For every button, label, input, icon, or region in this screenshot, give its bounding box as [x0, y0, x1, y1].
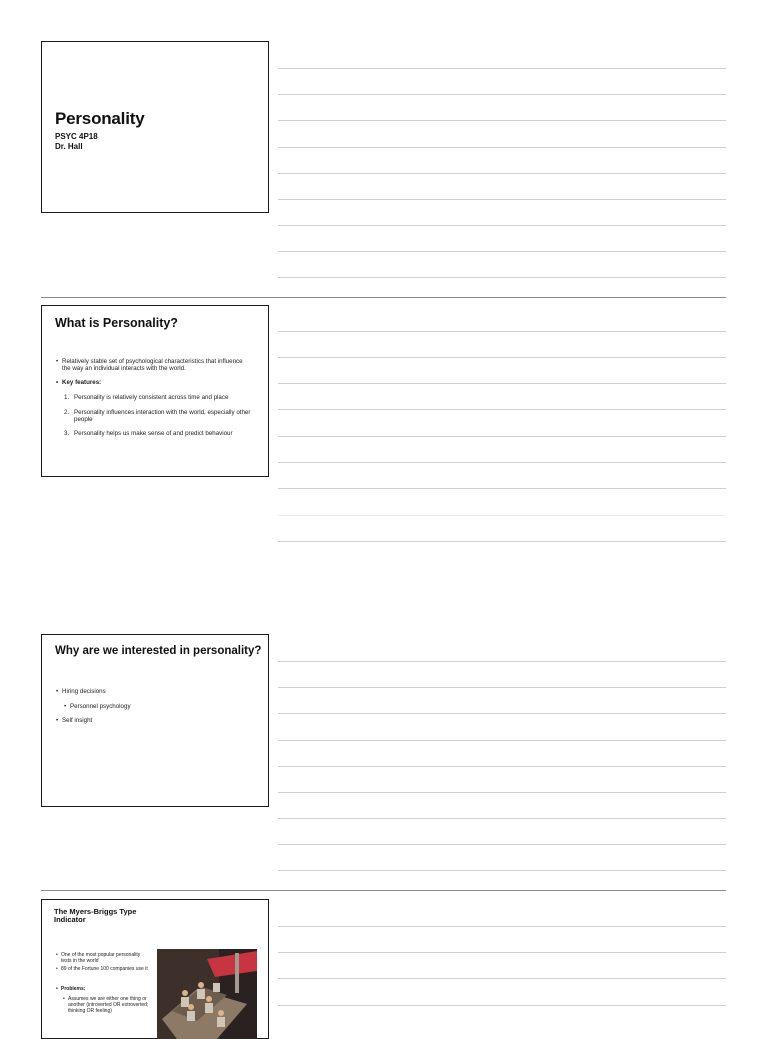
slide-subtitle-course: PSYC 4P18 [55, 132, 98, 141]
illustration-image [157, 949, 257, 1039]
bullet-dot-icon: • [56, 986, 58, 992]
slide-thumbnail-3 [41, 634, 269, 807]
notes-lines-1 [278, 68, 726, 280]
slide-title: Why are we interested in personality? [55, 645, 262, 657]
sub-bullet-item: • Personnel psychology [64, 703, 131, 710]
notes-lines-3 [278, 661, 726, 873]
office-illustration-icon [157, 949, 257, 1039]
bullet-dot-icon: • [63, 996, 65, 1002]
bullet-item: • One of the most popular personality tests in the world [56, 952, 141, 964]
bullet-item: • Self insight [56, 717, 93, 724]
bullet-dot-icon: • [56, 717, 59, 724]
bullet-item: • Hiring decisions [56, 688, 106, 695]
bullet-dot-icon: • [56, 379, 59, 386]
notes-lines-4 [278, 926, 726, 1024]
slide-title: What is Personality? [55, 316, 178, 330]
sub-bullet-item: • Assumes we are either one thing or another (introverted OR extroverted; thinking OR feeling) [63, 996, 149, 1014]
bullet-dot-icon: • [56, 358, 59, 365]
numbered-item: 2. Personality influences interaction with the world, especially other people [64, 409, 251, 424]
bullet-item: • Relatively stable set of psychological characteristics that influence the way an individual interacts with the world. [56, 358, 243, 373]
bullet-item: • Problems: [56, 986, 86, 992]
slide-subtitle-instructor: Dr. Hall [55, 142, 83, 151]
page-separator [41, 890, 726, 891]
bullet-item: • Key features: [56, 379, 102, 386]
slide-thumbnail-2 [41, 305, 269, 477]
numbered-item: 3. Personality helps us make sense of and predict behaviour [64, 430, 233, 437]
slide-thumbnail-1 [41, 41, 269, 213]
notes-lines-2 [278, 331, 726, 543]
bullet-dot-icon: • [56, 688, 59, 695]
bullet-dot-icon: • [56, 966, 58, 972]
numbered-item: 1. Personality is relatively consistent across time and place [64, 394, 229, 401]
bullet-dot-icon: • [64, 703, 67, 710]
bullet-dot-icon: • [56, 952, 58, 958]
bullet-item: • 89 of the Fortune 100 companies use it [56, 966, 148, 972]
slide-title: Personality [55, 109, 145, 128]
slide-thumbnail-4 [41, 899, 269, 1039]
slide-title: The Myers-Briggs Type Indicator [54, 907, 137, 924]
page-separator [41, 297, 726, 298]
